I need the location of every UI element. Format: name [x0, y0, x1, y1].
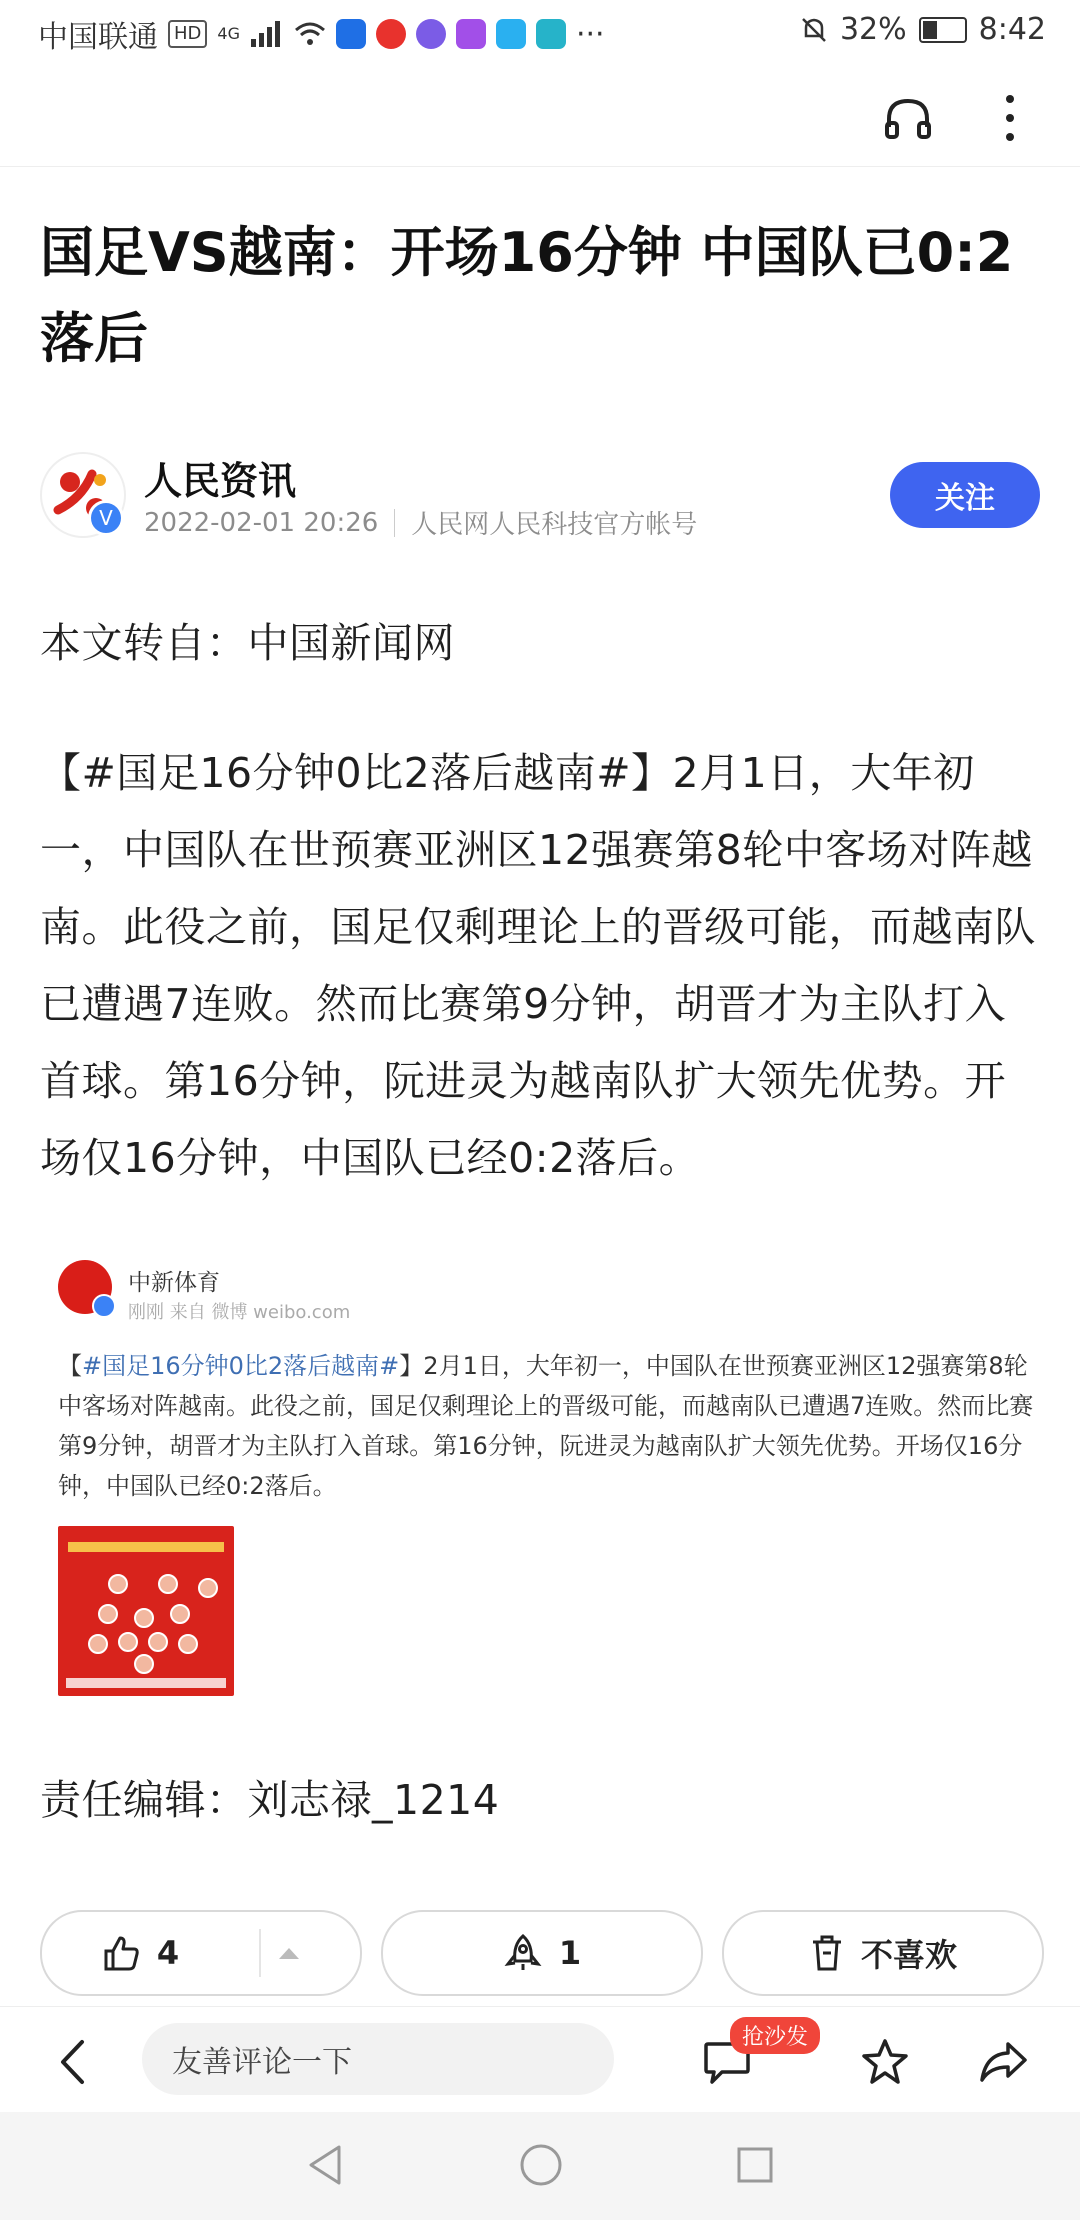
- trash-icon: [809, 1933, 845, 1973]
- network-type: 4G: [217, 24, 240, 43]
- nav-recents-button[interactable]: [730, 2140, 780, 2190]
- like-divider: [259, 1929, 261, 1977]
- status-bar: [0, 0, 1080, 66]
- embed-account-name: 中新体育: [128, 1270, 220, 1296]
- back-button[interactable]: [52, 2037, 92, 2087]
- author-description: 人民网人民科技官方帐号: [411, 510, 698, 540]
- signal-icon: [250, 21, 284, 47]
- embed-verified-icon: [92, 1294, 116, 1318]
- wifi-icon: [294, 21, 326, 47]
- verified-icon: V: [88, 500, 124, 536]
- star-icon: [860, 2038, 910, 2086]
- listen-button[interactable]: [878, 92, 938, 144]
- responsible-editor: 责任编辑：刘志禄_1214: [40, 1776, 500, 1824]
- embed-avatar: [58, 1260, 112, 1314]
- article-title: 国足VS越南：开场16分钟 中国队已0:2落后: [40, 221, 1014, 370]
- source-line: 本文转自：中国新闻网: [40, 619, 455, 667]
- rocket-count: 1: [558, 1934, 582, 1972]
- embed-bracket: 【: [58, 1352, 82, 1380]
- author-row: [40, 452, 1040, 542]
- share-button[interactable]: [976, 2035, 1030, 2089]
- rocket-icon: [503, 1933, 543, 1973]
- embed-body: 】2月1日，大年初一，中国队在世预赛亚洲区12强赛第8轮中客场对阵越南。此役之前，国足仅剩理论上的晋级可能，而越南队已遭遇7连败。然而比赛第9分钟，胡晋才为主队打入首球。第16分钟，阮进灵为越南队扩大领先优势。开场仅16分钟，中国队已经0:2落后。: [58, 1352, 1034, 1500]
- top-toolbar: [0, 66, 1080, 167]
- embed-text: [58, 1346, 1038, 1506]
- more-notifications: ···: [575, 16, 605, 52]
- mute-icon: [800, 16, 828, 44]
- headphones-icon: [883, 95, 933, 141]
- triangle-back-icon: [305, 2143, 345, 2187]
- book-app-icon: [536, 19, 566, 49]
- sofa-badge: 抢沙发: [730, 2017, 820, 2054]
- hd-badge: HD: [168, 20, 207, 48]
- nav-back-button[interactable]: [300, 2140, 350, 2190]
- chevron-left-icon: [58, 2039, 86, 2085]
- video-app2-icon: [416, 19, 446, 49]
- circle-home-icon: [519, 2143, 563, 2187]
- favorite-button[interactable]: [858, 2035, 912, 2089]
- battery-percent: 32%: [839, 12, 907, 47]
- team-lineup-poster: [58, 1526, 234, 1696]
- publish-date: 2022-02-01 20:26: [144, 507, 379, 538]
- like-button[interactable]: [40, 1910, 362, 1996]
- meta-divider: [394, 509, 395, 537]
- article-paragraph: 【#国足16分钟0比2落后越南#】2月1日，大年初一，中国队在世预赛亚洲区12强赛第8轮中客场对阵越南。此役之前，国足仅剩理论上的晋级可能，而越南队已遭遇7连败。然而比赛第9分钟，胡晋才为主队打入首球。第16分钟，阮进灵为越南队扩大领先优势。开场仅16分钟，中国队已经0:2落后。: [40, 749, 1036, 1182]
- game-app-icon: [496, 19, 526, 49]
- embed-meta: 刚刚 来自 微博 weibo.com: [128, 1302, 351, 1323]
- clock: 8:42: [978, 12, 1046, 47]
- like-count: 4: [156, 1934, 180, 1972]
- author-meta: [144, 504, 697, 541]
- share-icon: [978, 2040, 1028, 2084]
- comment-input[interactable]: 友善评论一下: [142, 2023, 614, 2095]
- rocket-button[interactable]: [381, 1910, 703, 1996]
- more-options-button[interactable]: [990, 90, 1030, 146]
- dislike-label: 不喜欢: [860, 1936, 957, 1974]
- battery-icon: [919, 17, 967, 43]
- carrier-name: 中国联通: [38, 20, 158, 55]
- follow-button[interactable]: 关注: [890, 462, 1040, 528]
- nav-home-button[interactable]: [516, 2140, 566, 2190]
- dislike-button[interactable]: [722, 1910, 1044, 1996]
- caret-up-icon[interactable]: [277, 1945, 301, 1961]
- more-vertical-icon: [1005, 94, 1015, 142]
- square-recents-icon: [735, 2145, 775, 2185]
- bottom-bar: [0, 2006, 1080, 2113]
- shield-app-icon: [336, 19, 366, 49]
- embed-hashtag: #国足16分钟0比2落后越南#: [82, 1352, 400, 1380]
- embedded-weibo-image[interactable]: [40, 1240, 1040, 1710]
- tieba-app-icon: [456, 19, 486, 49]
- video-app-icon: [376, 19, 406, 49]
- thumbs-up-icon: [101, 1933, 141, 1973]
- author-avatar[interactable]: [40, 452, 122, 534]
- author-name[interactable]: 人民资讯: [144, 459, 297, 503]
- system-nav-bar: [0, 2112, 1080, 2220]
